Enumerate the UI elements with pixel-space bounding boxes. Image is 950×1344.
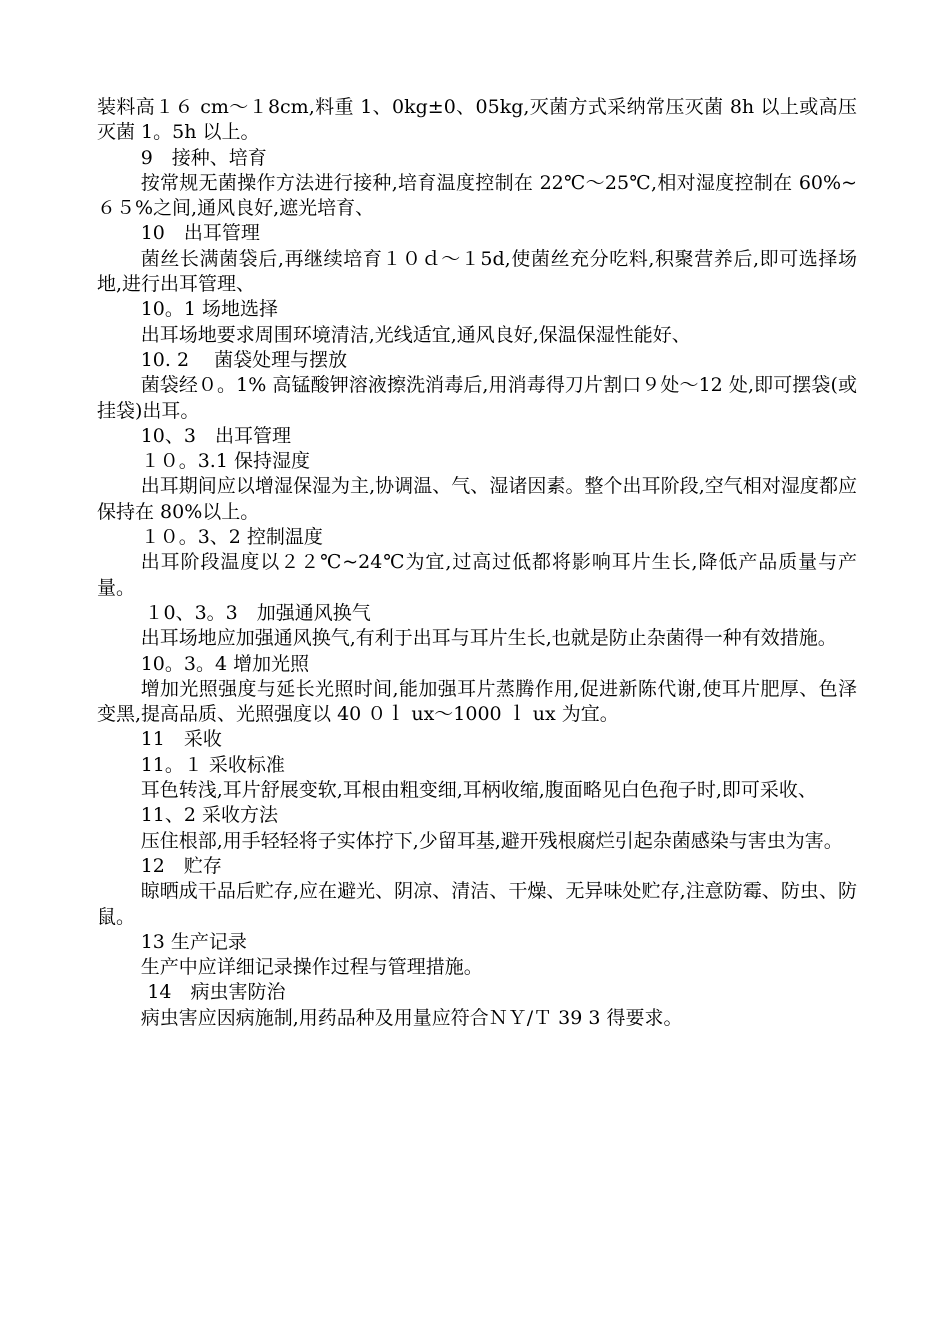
heading-inoculation-culture: 9 接种、培育: [140, 146, 267, 169]
heading-keep-humidity: １０。3.1 保持湿度: [140, 450, 310, 473]
paragraph-humidity: 出耳期间应以增湿保湿为主,协调温、气、湿诸因素。整个出耳阶段,空气相对湿度都应保持在 80%以上。: [97, 475, 857, 523]
paragraph-pest-control: 病虫害应因病施制,用药品种及用量应符合ＮＹ/Ｔ 39 3 得要求。: [140, 1006, 683, 1029]
heading-increase-light: 10。3。4 增加光照: [140, 652, 310, 675]
paragraph-harvest-standard: 耳色转浅,耳片舒展变软,耳根由粗变细,耳柄收缩,腹面略见白色孢子时,即可采收、: [140, 779, 817, 802]
paragraph-production-records: 生产中应详细记录操作过程与管理措施。: [140, 956, 483, 979]
paragraph-bag-disinfection: 菌袋经０。1% 高锰酸钾溶液擦洗消毒后,用消毒得刀片割口９处～12 处,即可摆袋(或挂袋)出耳。: [97, 374, 857, 422]
heading-fruiting-management: 10 出耳管理: [140, 222, 260, 245]
paragraph-mycelium-full: 菌丝长满菌袋后,再继续培育１０ｄ～１5d,使菌丝充分吃料,积聚营养后,即可选择场地,进行出耳管理、: [97, 247, 857, 296]
heading-pest-control: 14 病虫害防治: [147, 981, 286, 1004]
heading-harvest-standard: 11。１ 采收标准: [140, 753, 285, 776]
heading-bag-treatment: 10. 2 菌袋处理与摆放: [140, 348, 348, 371]
heading-ventilation: １0、3。3 加强通风换气: [144, 601, 371, 624]
paragraph-temperature: 出耳阶段温度以２２℃~24℃为宜,过高过低都将影响耳片生长,降低产品质量与产量。: [97, 551, 857, 599]
paragraph-site-requirements: 出耳场地要求周围环境清洁,光线适宜,通风良好,保温保湿性能好、: [140, 323, 691, 346]
heading-harvest-method: 11、2 采收方法: [140, 804, 278, 827]
paragraph-inoculation: 按常规无菌操作方法进行接种,培育温度控制在 22℃～25℃,相对湿度控制在 60%~６５%之间,通风良好,遮光培育、: [97, 171, 857, 220]
heading-fruiting-management-sub: 10、3 出耳管理: [140, 424, 291, 447]
heading-site-selection: 10。1 场地选择: [140, 298, 278, 321]
heading-storage: 12 贮存: [140, 854, 222, 877]
heading-production-records: 13 生产记录: [140, 930, 247, 953]
document-body: [97, 95, 857, 1031]
paragraph-harvest-method: 压住根部,用手轻轻将子实体拧下,少留耳基,避开残根腐烂引起杂菌感染与害虫为害。: [140, 829, 843, 852]
paragraph-bag-weight-sterilization: 装料高１６ cm～１8cm,料重 1、0kg±0、05kg,灭菌方式采纳常压灭菌 8h 以上或高压灭菌 1。5h 以上。: [97, 96, 857, 144]
heading-control-temperature: １０。3、2 控制温度: [140, 526, 323, 549]
paragraph-ventilation: 出耳场地应加强通风换气,有利于出耳与耳片生长,也就是防止杂菌得一种有效措施。: [140, 627, 837, 650]
paragraph-light: 增加光照强度与延长光照时间,能加强耳片蒸腾作用,促进新陈代谢,使耳片肥厚、色泽变黑,提高品质、光照强度以 40 ０ｌ ux～1000 ｌ ux 为宜。: [97, 677, 857, 726]
heading-harvest: 11 采收: [140, 728, 222, 751]
paragraph-storage: 晾晒成干品后贮存,应在避光、阴凉、清洁、干燥、无异味处贮存,注意防霉、防虫、防鼠。: [97, 880, 857, 928]
